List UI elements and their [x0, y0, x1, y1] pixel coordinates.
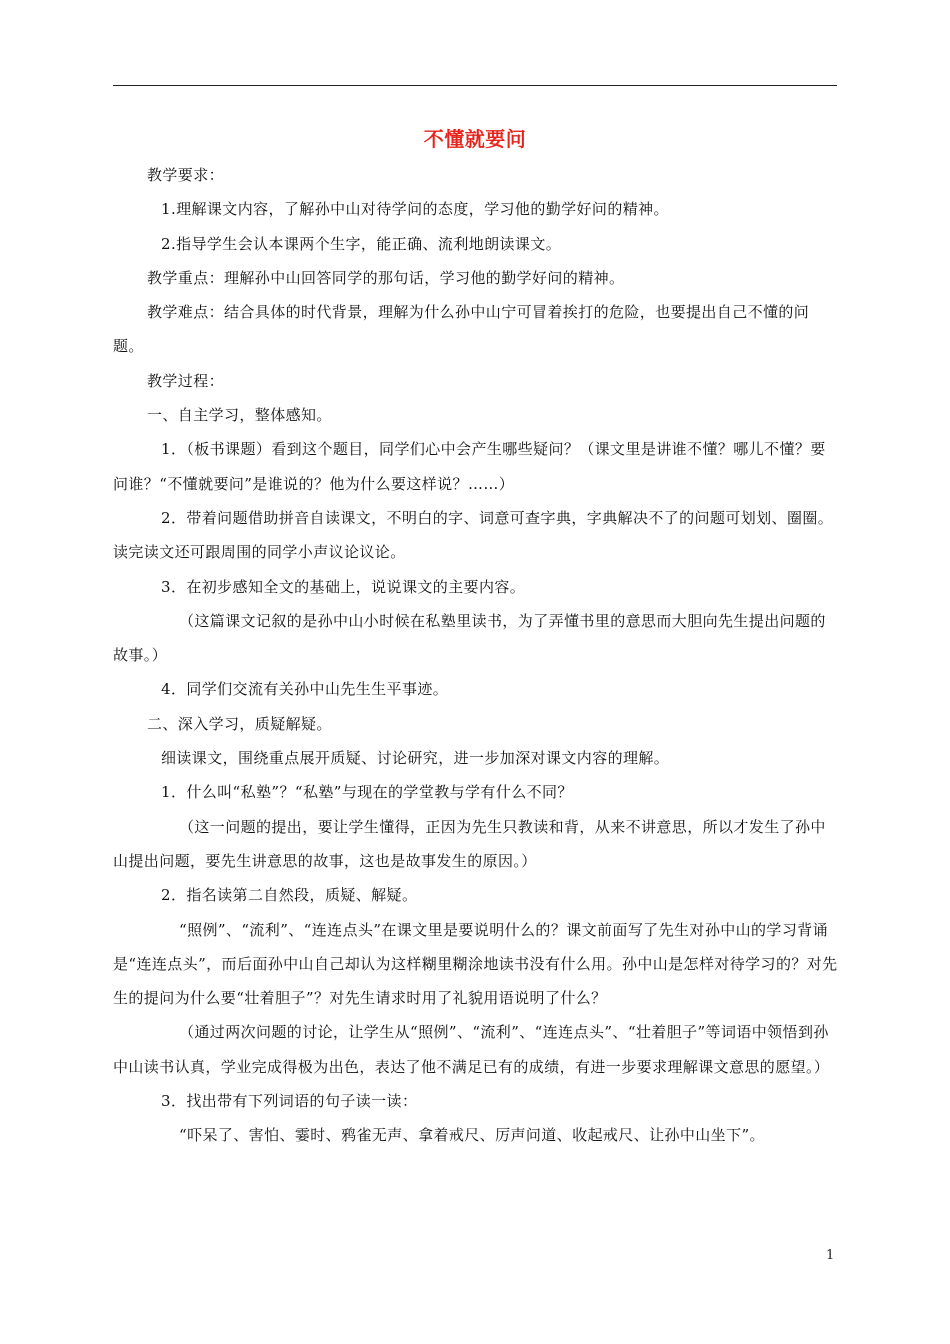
- paragraph: 1.理解课文内容，了解孙中山对待学问的态度，学习他的勤学好问的精神。: [161, 200, 669, 219]
- paragraph: 二、深入学习，质疑解疑。: [147, 714, 332, 733]
- paragraph: “照例”、“流利”、“连连点头”在课文里是要说明什么的？课文前面写了先生对孙中山的学习背诵是“连连点头”，而后面孙中山自己却认为这样糊里糊涂地读书没有什么用。孙中山是怎样对待学习的？对先生的提问为什么要“壮着胆子”？对先生请求时用了礼貌用语说明了什么？: [113, 920, 838, 1008]
- paragraph: 教学难点：结合具体的时代背景，理解为什么孙中山宁可冒着挨打的危险，也要提出自己不懂的问题。: [113, 303, 810, 356]
- paragraph: 教学要求：: [147, 166, 225, 184]
- paragraph: 教学重点：理解孙中山回答同学的那句话，学习他的勤学好问的精神。: [147, 268, 625, 287]
- paragraph: 教学过程：: [147, 371, 225, 390]
- paragraph: 2.指导学生会认本课两个生字，能正确、流利地朗读课文。: [161, 234, 562, 253]
- paragraph: （这一问题的提出，要让学生懂得，正因为先生只教读和背，从来不讲意思，所以才发生了孙中山提出问题，要先生讲意思的故事，这也是故事发生的原因。）: [113, 817, 826, 870]
- paragraph: 2．指名读第二自然段，质疑、解疑。: [161, 886, 418, 905]
- header-rule: [113, 85, 837, 86]
- paragraph: 1．什么叫“私塾”？“私塾”与现在的学堂教与学有什么不同？: [161, 783, 573, 802]
- paragraph: （通过两次问题的讨论，让学生从“照例”、“流利”、“连连点头”、“壮着胆子”等词语中领悟到孙中山读书认真，学业完成得极为出色，表达了他不满足已有的成绩，有进一步要求理解课文意思的愿望。）: [113, 1023, 830, 1076]
- paragraph: 3．在初步感知全文的基础上，说说课文的主要内容。: [161, 577, 526, 596]
- paragraph: 4．同学们交流有关孙中山先生生平事迹。: [161, 680, 449, 699]
- paragraph: “吓呆了、害怕、霎时、鸦雀无声、拿着戒尺、厉声问道、收起戒尺、让孙中山坐下”。: [179, 1126, 765, 1145]
- paragraph: （这篇课文记叙的是孙中山小时候在私塾里读书，为了弄懂书里的意思而大胆向先生提出问题的故事。）: [113, 611, 826, 665]
- paragraph: 细读课文，围绕重点展开质疑、讨论研究，进一步加深对课文内容的理解。: [161, 749, 670, 768]
- paragraph: 1．（板书课题）看到这个题目，同学们心中会产生哪些疑问？（课文里是讲谁不懂？哪儿不懂？要问谁？“不懂就要问”是谁说的？他为什么要这样说？……）: [113, 440, 826, 493]
- paragraph: 2．带着问题借助拼音自读课文，不明白的字、词意可查字典，字典解决不了的问题可划划、圈圈。读完读文还可跟周围的同学小声议论议论。: [113, 508, 834, 562]
- paragraph: 3．找出带有下列词语的句子读一读：: [161, 1092, 418, 1111]
- document-body: [113, 158, 839, 1153]
- page-number: 1: [826, 1248, 835, 1263]
- document-title: 不懂就要问: [423, 127, 527, 151]
- paragraph: 一、自主学习，整体感知。: [147, 406, 332, 425]
